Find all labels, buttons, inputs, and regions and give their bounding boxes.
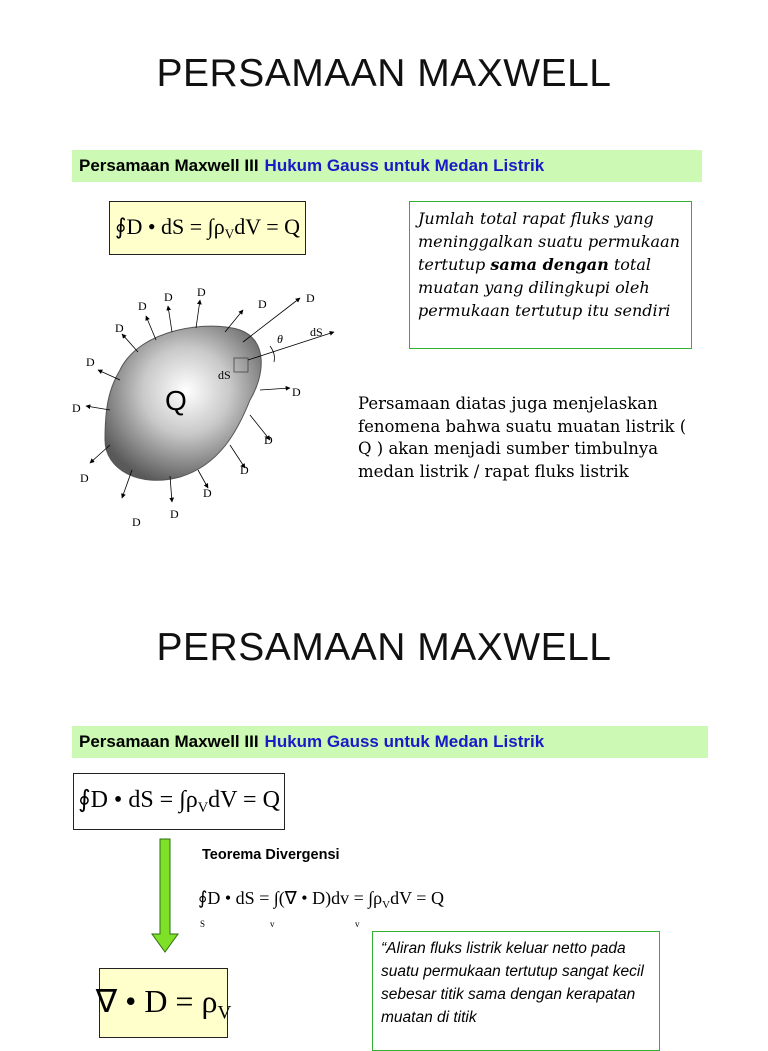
field-label-d: D (138, 299, 147, 313)
theta-label: θ (277, 332, 283, 346)
ds-surface-label: dS (218, 368, 231, 382)
field-label-d: D (258, 297, 267, 311)
svg-text:S: S (200, 919, 206, 929)
slide2-title: PERSAMAAN MAXWELL (156, 626, 612, 669)
gauss-integral-equation-2: ∮D • dS = $\int\rho_VdV = Q$ (73, 773, 285, 830)
field-label-d: D (80, 471, 89, 485)
slide1-title: PERSAMAAN MAXWELL (156, 52, 612, 95)
differential-gauss-equation: ∇ • $D = \rho_V$ (99, 968, 228, 1038)
field-label-d: D (264, 433, 273, 447)
svg-text:v: v (355, 919, 360, 929)
svg-text:∮D • dS = ∫(∇ • D)dv = ∫ρVdV =: ∮D • dS = ∫(∇ • $D)dv = \int\rho_VdV = Q$ (198, 888, 444, 911)
gauss-surface-figure (60, 280, 360, 540)
field-label-d: D (292, 385, 301, 399)
charge-q-label: Q (165, 385, 187, 416)
field-label-d: D (72, 401, 81, 415)
gauss-definition-box (409, 201, 692, 349)
field-label-d: D (197, 285, 206, 299)
field-label-d: D (170, 507, 179, 521)
green-down-arrow (150, 838, 180, 954)
field-label-d: D (306, 291, 315, 305)
divergence-definition-box: “Aliran fluks listrik keluar netto pada suatu permukaan tertutup sangat kecil sebesar titik sama dengan kerapatan muatan di titik (372, 931, 660, 1051)
band-blue-label: Hukum Gauss untuk Medan Listrik (264, 156, 545, 175)
band-bold-label: Persamaan Maxwell III (79, 156, 259, 175)
svg-text:v: v (270, 919, 275, 929)
slide1-explanation-paragraph: Persamaan diatas juga menjelaskan fenomena bahwa suatu muatan listrik ( Q ) akan menjadi sumber timbulnya medan listrik / rapat fluks listrik (358, 394, 687, 481)
definition-bold: sama dengan (490, 255, 609, 274)
angle-arc (270, 346, 275, 362)
field-label-d: D (240, 463, 249, 477)
field-label-d: D (132, 515, 141, 529)
field-label-d: D (86, 355, 95, 369)
slide1-section-band (72, 150, 702, 182)
field-label-d: D (164, 290, 173, 304)
slide2-section-band (72, 726, 708, 758)
ds-vector-label: dS (310, 325, 323, 339)
definition-text-1: Jumlah total rapat fluks yang meninggalkan suatu permukaan tertutup (418, 209, 680, 274)
band-blue-label: Hukum Gauss untuk Medan Listrik (264, 732, 545, 751)
gauss-integral-equation: ∮D • dS = $\int\rho_VdV = Q$ (109, 201, 306, 255)
divergence-theorem-label: Teorema Divergensi (202, 847, 340, 863)
divergence-theorem-equation (196, 876, 446, 932)
definition-text-2: total muatan yang dilingkupi oleh permukaan tertutup itu sendiri (418, 255, 671, 320)
band-bold-label: Persamaan Maxwell III (79, 732, 259, 751)
field-label-d: D (115, 321, 124, 335)
field-label-d: D (203, 486, 212, 500)
